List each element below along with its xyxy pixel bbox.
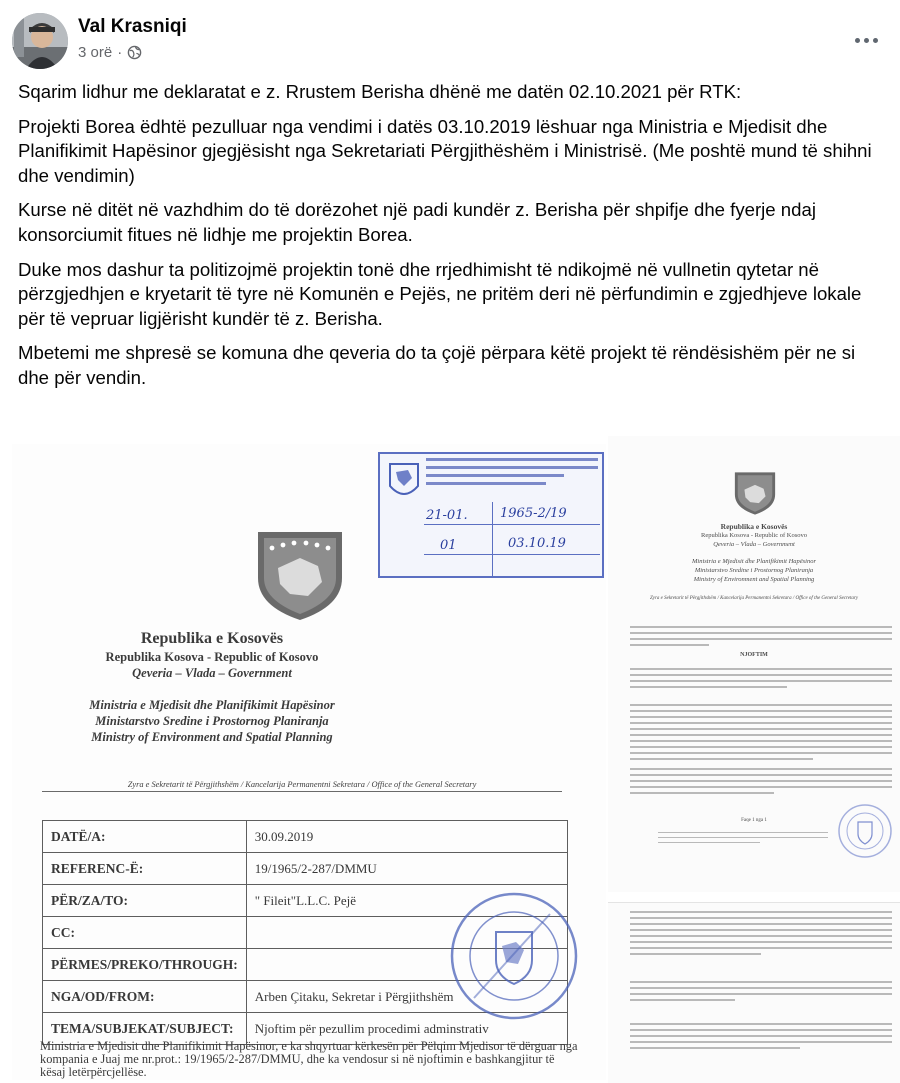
continuation-lines [630, 1023, 892, 1053]
notice-government: Qeveria – Vlada – Government [713, 541, 795, 548]
more-options-button[interactable] [848, 22, 884, 58]
table-label: DATË/A: [43, 821, 247, 853]
table-value: " Fileit"L.L.C. Pejë [246, 885, 567, 917]
notice-list-lines [630, 768, 892, 798]
document-notice-continuation [608, 902, 900, 1083]
notice-paragraph-lines [630, 668, 892, 692]
notice-page-number: Faqe 1 nga 1 [741, 818, 767, 823]
post-header [10, 10, 890, 70]
stamp-emblem-icon [386, 460, 422, 504]
post-meta [78, 44, 142, 61]
notice-ministry-en: Ministry of Environment and Spatial Planning [693, 576, 815, 583]
avatar-image [12, 13, 68, 69]
document-notice-page [608, 436, 900, 892]
more-options-icon-dot [873, 38, 878, 43]
globe-icon[interactable] [127, 45, 142, 60]
table-value: 30.09.2019 [246, 821, 567, 853]
post-paragraph: Mbetemi me shpresë se komuna dhe qeveria do ta çojë përpara këtë projekt të rëndësishëm për ne si dhe për vendin. [18, 342, 856, 388]
post-paragraph: Kurse në ditët në vazhdhim do të dorëzohet një padi kundër z. Berisha për shpifje dhe fyerje ndaj konsorciumit fitues në lidhje me projektin Borea. [18, 199, 816, 245]
stamp-date-left: 21-01. [426, 508, 468, 523]
table-label: REFERENC-Ë: [43, 853, 247, 885]
post-paragraph: Duke mos dashur ta politizojmë projektin tonë dhe rrjedhimisht të ndikojmë në vullnetin qytetar në përzgjedhjen e kryetarit të tyre në Komunën e Pejës, ne pritëm deri në përfundimin e zgjedhjeve lokale për të vepruar ligjërisht kundër të z. Berisha. [18, 258, 862, 329]
doc-body-text: Ministria e Mjedisit dhe Planifikimit Hapësinor, e ka shqyrtuar kërkesën për Pëlqim Mjedisor të dërguar nga kompania e Juaj me nr.prot.: 19/1965/2-287/DMMU, dhe ka vendosur si në njoftimin e bashkangjitur të kësaj letërpërcjellëse. [40, 1039, 578, 1079]
notice-ministry-sq: Ministria e Mjedisit dhe Planifikimit Hapësinor [691, 558, 817, 565]
doc-government: Qeveria – Vlada – Government [132, 666, 292, 680]
stamp-header-lines [426, 458, 598, 490]
continuation-lines [630, 911, 892, 959]
more-options-icon-dot [855, 38, 860, 43]
continuation-lines [630, 981, 892, 1005]
notice-paragraph-lines [630, 704, 892, 764]
table-label: PËR/ZA/TO: [43, 885, 247, 917]
doc-republic-subtitle: Republika Kosova - Republic of Kosovo [105, 650, 319, 664]
stamp-number: 1965-2/19 [500, 506, 567, 521]
stamp-prefix: 01 [440, 538, 457, 553]
doc-ministry-sr: Ministarstvo Sredine i Prostornog Planiranja [95, 714, 329, 728]
post-paragraph: Projekti Borea ëdhtë pezulluar nga vendimi i datës 03.10.2019 lëshuar nga Ministria e Mjedisit dhe Planifikimit Hapësinor gjegjësisht nga Sekretariati Përgjithëshëm i Ministrisë. (Me poshtë mund të shihni dhe vendimin) [18, 115, 872, 186]
post-time[interactable]: 3 orë [78, 44, 113, 61]
doc-ministry-sq: Ministria e Mjedisit dhe Planifikimit Hapësinor [89, 698, 335, 712]
table-value: Njoftim për pezullim procedimi adminstrativ [246, 1013, 567, 1045]
post-image[interactable] [0, 430, 900, 1083]
doc-ministry-en: Ministry of Environment and Spatial Planning [91, 730, 333, 744]
stamp-date-right: 03.10.19 [508, 536, 566, 551]
table-value: Arben Çitaku, Sekretar i Përgjithshëm [246, 981, 567, 1013]
author-name[interactable]: Val Krasniqi [78, 16, 187, 37]
doc-republic-title: Republika e Kosovës [140, 630, 284, 647]
more-options-icon-dot [864, 38, 869, 43]
kosovo-emblem-icon [252, 528, 348, 622]
doc-office-line: Zyra e Sekretarit të Përgjithshëm / Kancelarija Permanentni Sekretara / Office of the General Secretary [42, 780, 562, 792]
document-letter [12, 444, 606, 1080]
official-seal-icon [446, 888, 582, 1024]
notice-heading: NJOFTIM [740, 652, 768, 658]
registry-stamp [378, 452, 604, 578]
table-row [43, 853, 568, 885]
notice-office-line: Zyra e Sekretarit të Përgjithshëm / Kancelarija Permanentni Sekretara / Office of the General Secretary [649, 596, 859, 601]
notice-republic-subtitle: Republika Kosova - Republic of Kosovo [701, 532, 807, 539]
notice-republic-title: Republika e Kosovës [720, 522, 788, 531]
notice-intro-lines [630, 626, 892, 650]
kosovo-emblem-icon [732, 470, 778, 516]
notice-footer-lines [658, 832, 828, 847]
table-label: NGA/OD/FROM: [43, 981, 247, 1013]
table-label: TEMA/SUBJEKAT/SUBJECT: [43, 1013, 247, 1045]
avatar[interactable] [12, 13, 68, 69]
table-label: CC: [43, 917, 247, 949]
table-value: 19/1965/2-287/DMMU [246, 853, 567, 885]
notice-ministry-sr: Ministarstvo Sredine i Prostornog Planiranja [694, 567, 814, 574]
table-row [43, 821, 568, 853]
table-label: PËRMES/PREKO/THROUGH: [43, 949, 247, 981]
official-seal-icon [836, 802, 894, 860]
post-paragraph: Sqarim lidhur me deklaratat e z. Rrustem Berisha dhënë me datën 02.10.2021 për RTK: [18, 81, 742, 102]
post-text [18, 80, 880, 401]
meta-separator: · [117, 44, 123, 61]
